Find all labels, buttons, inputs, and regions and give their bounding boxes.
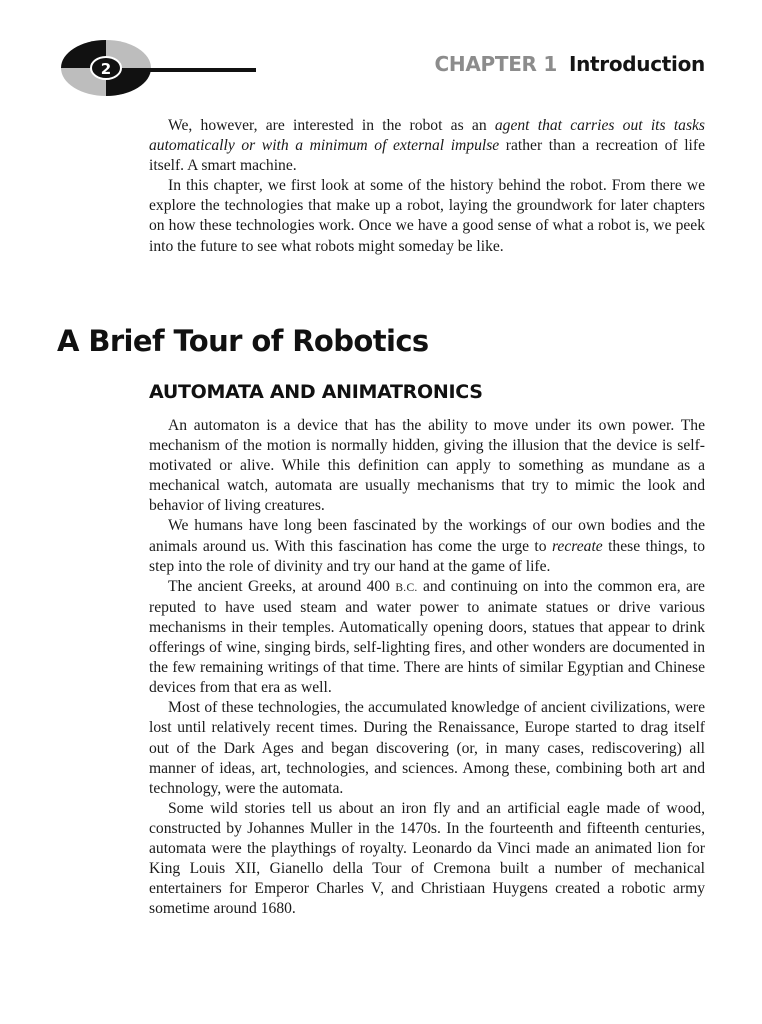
emphasis-agent-definition: agent that carries out its tasks automatically or with a minimum of external impulse bbox=[149, 117, 706, 155]
page-number-badge bbox=[60, 39, 152, 97]
body-paragraph-3: The ancient Greeks, at around 400 B.C. and continuing on into the common era, are reputed to have used steam and water power to animate statues or drive various mechanisms in their temples. Automatically opening doors, statues that appear to drink offerings of wine, singing birds, self-lighting fires, and other wonders are documented in the few remaining writings of that time. There are hints of similar Egyptian and Chinese devices from that era as well. bbox=[149, 577, 705, 697]
running-head bbox=[435, 52, 706, 76]
intro-text bbox=[149, 116, 705, 257]
chapter-label: CHAPTER 1 bbox=[434, 52, 557, 76]
section-body bbox=[149, 416, 705, 919]
page-number: 2 bbox=[100, 60, 112, 78]
intro-paragraph-2: In this chapter, we first look at some of the history behind the robot. From there we explore the technologies that make up a robot, laying the groundwork for later chapters on how these technologies work. Once we have a good sense of what a robot is, we peek into the future to see what robots might someday be like. bbox=[149, 177, 705, 255]
body-paragraph-1: An automaton is a device that has the ability to move under its own power. The mechanism of the motion is normally hidden, giving the illusion that the device is self-motivated or alive. While this definition can apply to something as mundane as a mechanical watch, automata are usually mechanisms that try to mimic the look and behavior of living creatures. bbox=[149, 417, 705, 515]
emphasis-recreate: recreate bbox=[551, 537, 603, 555]
page-badge-graphic bbox=[60, 39, 152, 97]
body-paragraph-5: Some wild stories tell us about an iron fly and an artificial eagle made of wood, constructed by Johannes Muller in the 1470s. In the fourteenth and fifteenth centuries, automata were the playthings of royalty. Leonardo da Vinci made an animated lion for King Louis XII, Gianello della Tour of Cremona built a number of mechanical entertainers for Emperor Charles V, and Christiaan Huygens created a robotic army sometime around 1680. bbox=[149, 799, 705, 918]
chapter-title: Introduction bbox=[568, 52, 705, 76]
intro-paragraph-1: We, however, are interested in the robot as an agent that carries out its tasks automatically or with a minimum of external impulse rather than a recreation of life itself. A smart machine. bbox=[149, 117, 706, 175]
era-abbreviation: B.C. bbox=[395, 581, 418, 594]
header-rule bbox=[150, 68, 256, 72]
body-paragraph-4: Most of these technologies, the accumulated knowledge of ancient civilizations, were lost until relatively recent times. During the Renaissance, Europe started to drag itself out of the Dark Ages and began discovering (or, in many cases, rediscovering) all manner of ideas, art, technologies, and sciences. Among these, combining both art and technology, were the automata. bbox=[149, 699, 705, 797]
body-paragraph-2: We humans have long been fascinated by the workings of our own bodies and the animals around us. With this fascination has come the urge to recreate these things, to step into the role of divinity and try our hand at the game of life. bbox=[149, 517, 706, 575]
subsection-heading: AUTOMATA AND ANIMATRONICS bbox=[149, 381, 483, 403]
section-heading: A Brief Tour of Robotics bbox=[57, 324, 429, 358]
